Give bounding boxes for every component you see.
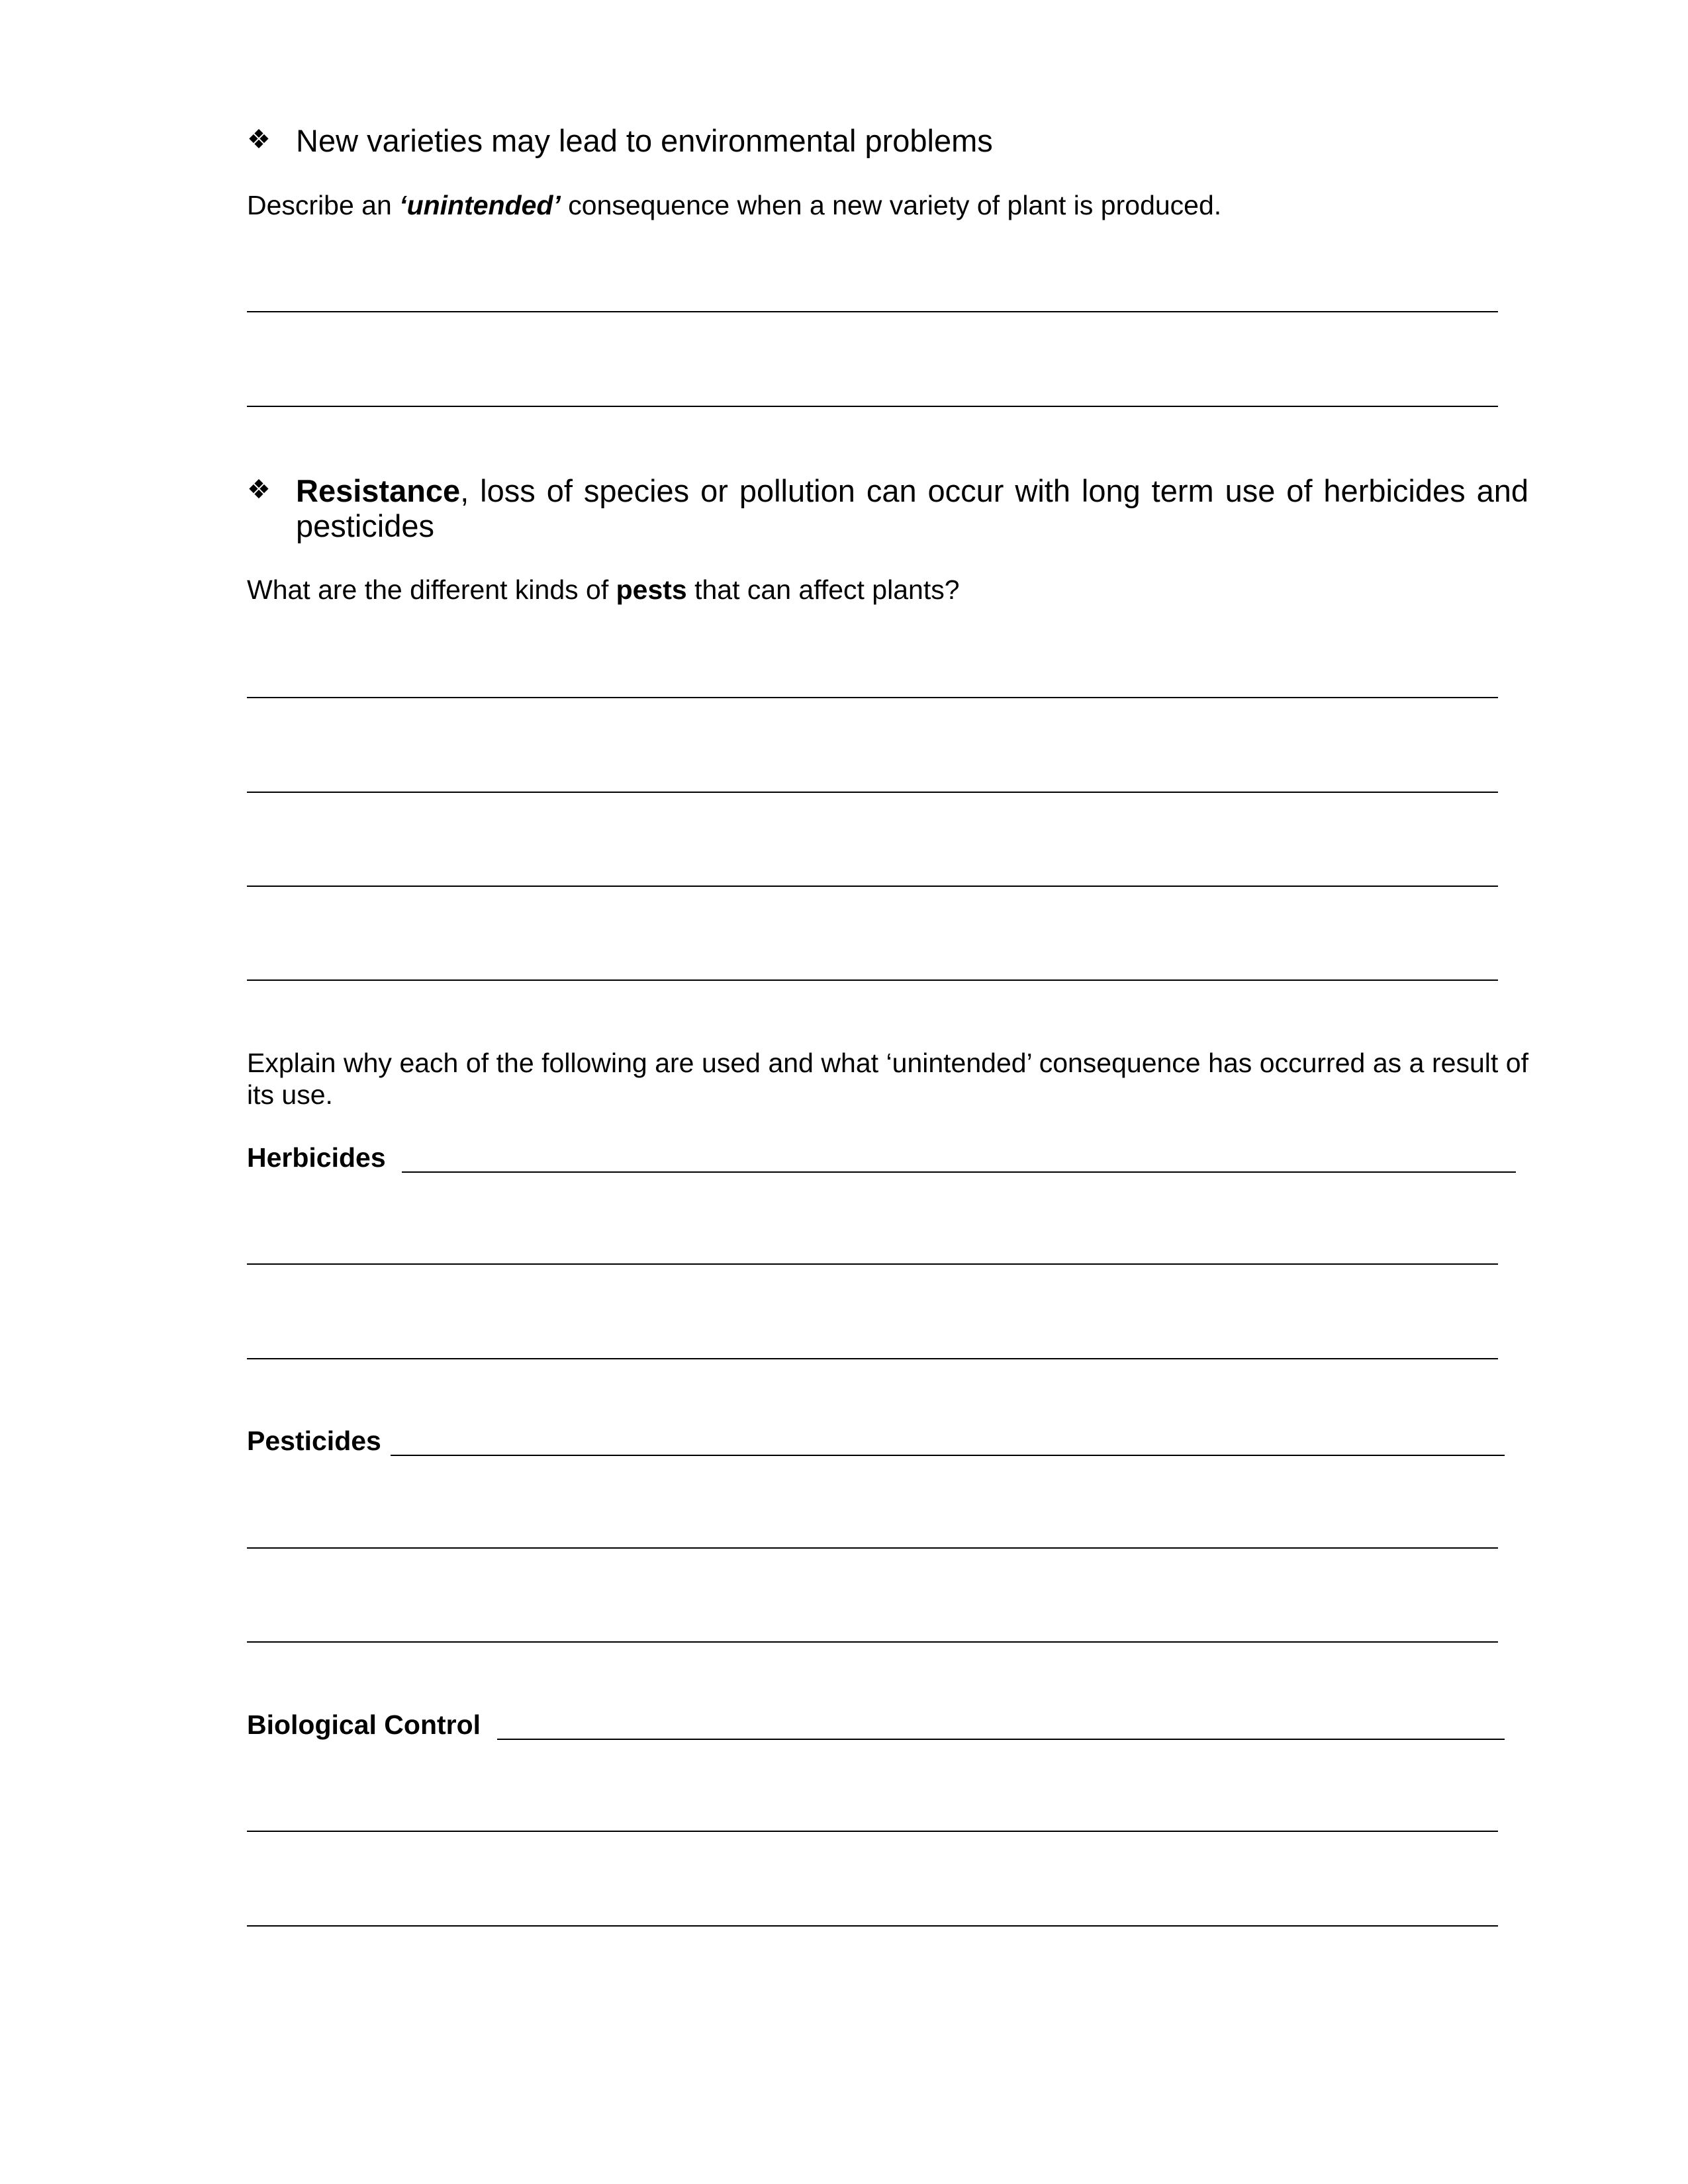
diamond-bullet-icon: ❖ [247,475,271,504]
herbicides-answer-line[interactable] [402,1171,1516,1173]
instruction-text: Explain why each of the following are used and what ‘unintended’ consequence has occurred as a result of its use. [247,1048,1528,1110]
question-suffix: consequence when a new variety of plant is produced. [560,190,1222,220]
answer-line[interactable] [247,1925,1498,1927]
bullet-point-environmental-problems: New varieties may lead to environmental problems [296,123,993,158]
pesticides-answer-line[interactable] [391,1455,1505,1456]
bullet-text: , loss of species or pollution can occur with long term use of herbicides and pesticides [296,473,1528,543]
question-prefix: What are the different kinds of [247,574,616,605]
answer-line[interactable] [247,1547,1498,1549]
bullet-keyword: Resistance [296,473,461,508]
biological-control-answer-line[interactable] [497,1739,1505,1740]
answer-line[interactable] [247,1263,1498,1265]
diamond-bullet-icon: ❖ [247,125,271,154]
answer-line[interactable] [247,979,1498,981]
answer-line[interactable] [247,311,1498,312]
answer-line[interactable] [247,792,1498,793]
answer-line[interactable] [247,1641,1498,1643]
bullet-point-resistance [296,473,1528,543]
label-herbicides: Herbicides [247,1142,386,1173]
label-biological-control: Biological Control [247,1709,481,1740]
answer-line[interactable] [247,1358,1498,1359]
label-pesticides: Pesticides [247,1426,381,1456]
question-kinds-of-pests [247,574,960,606]
question-emphasis: pests [616,574,687,605]
answer-line[interactable] [247,886,1498,887]
question-prefix: Describe an [247,190,400,220]
answer-line[interactable] [247,1831,1498,1832]
question-emphasis: ‘unintended’ [399,190,561,220]
question-suffix: that can affect plants? [686,574,960,605]
answer-line[interactable] [247,697,1498,698]
answer-line[interactable] [247,406,1498,407]
question-unintended-consequence [247,189,1221,221]
